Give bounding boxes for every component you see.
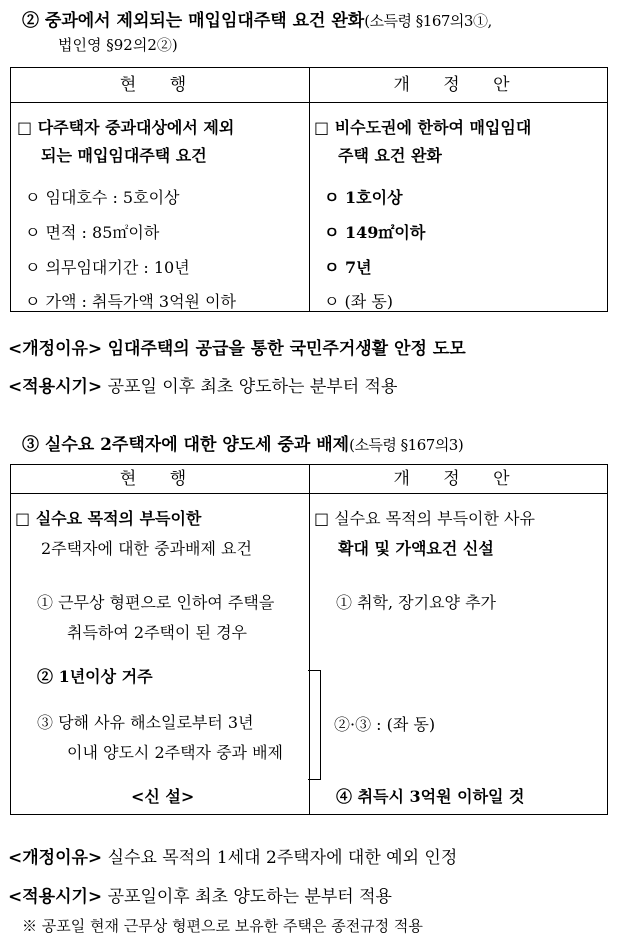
section3-comparison-table xyxy=(10,464,608,815)
proposed-item: ㅇ (좌 동) xyxy=(324,292,394,311)
current-heading-line2: 2주택자에 대한 중과배제 요건 xyxy=(41,539,252,558)
current-heading-line1: □ 실수요 목적의 부득이한 xyxy=(15,509,202,528)
section2-legal-ref: 법인영 §92의2②) xyxy=(58,36,178,54)
header-current: 현 행 xyxy=(11,68,310,103)
section3-reason: <개정이유> 실수요 목적의 1세대 2주택자에 대한 예외 인정 xyxy=(8,848,458,868)
bracket-divider xyxy=(308,670,321,780)
current-item: ㅇ 면적 : 85㎡이하 xyxy=(25,223,160,242)
current-item: ㅇ 가액 : 취득가액 3억원 이하 xyxy=(25,292,237,311)
proposed-item-4: ④ 취득시 3억원 이하일 것 xyxy=(336,787,525,806)
header-proposed: 개 정 안 xyxy=(310,68,608,103)
current-new-label: <신 설> xyxy=(131,787,195,806)
proposed-heading-line1: □ 실수요 목적의 부득이한 사유 xyxy=(314,509,535,528)
proposed-heading-line2: 확대 및 가액요건 신설 xyxy=(338,539,494,558)
section2-reason: <개정이유> 임대주택의 공급을 통한 국민주거생활 안정 도모 xyxy=(8,339,466,359)
current-heading-line2: 되는 매입임대주택 요건 xyxy=(41,146,207,165)
proposed-item: ㅇ 149㎡이하 xyxy=(324,223,426,242)
current-cell xyxy=(11,494,310,815)
section2-comparison-table xyxy=(10,67,608,312)
current-item-1-line1: ① 근무상 형편으로 인하여 주택을 xyxy=(37,593,275,612)
current-item: ㅇ 의무임대기간 : 10년 xyxy=(25,258,190,277)
current-cell xyxy=(11,103,310,312)
section3-title: ③ 실수요 2주택자에 대한 양도세 중과 배제(소득령 §167의3) xyxy=(22,435,464,455)
proposed-item-1: ① 취학, 장기요양 추가 xyxy=(336,593,496,612)
proposed-item-2-3: ②·③ : (좌 동) xyxy=(334,715,436,734)
proposed-heading-line2: 주택 요건 완화 xyxy=(338,146,442,165)
current-item-3-line1: ③ 당해 사유 해소일로부터 3년 xyxy=(37,713,254,732)
current-item: ㅇ 임대호수 : 5호이상 xyxy=(25,188,180,207)
proposed-item: ㅇ 1호이상 xyxy=(324,188,403,207)
section2-title: ② 중과에서 제외되는 매입임대주택 요건 완화(소득령 §167의3①, xyxy=(22,11,492,31)
header-current: 현 행 xyxy=(11,465,310,494)
section3-apply: <적용시기> 공포일이후 최초 양도하는 분부터 적용 xyxy=(8,887,392,907)
proposed-heading-line1: □ 비수도권에 한하여 매입임대 xyxy=(314,118,532,137)
current-item-3-line2: 이내 양도시 2주택자 중과 배제 xyxy=(67,743,283,762)
proposed-cell xyxy=(310,494,608,815)
section3-footnote: ※ 공포일 현재 근무상 형편으로 보유한 주택은 종전규정 적용 xyxy=(22,917,423,935)
proposed-cell xyxy=(310,103,608,312)
header-proposed: 개 정 안 xyxy=(310,465,608,494)
current-heading-line1: □ 다주택자 중과대상에서 제외 xyxy=(17,118,235,137)
current-item-1-line2: 취득하여 2주택이 된 경우 xyxy=(67,623,247,642)
proposed-item: ㅇ 7년 xyxy=(324,258,372,277)
current-item-2: ② 1년이상 거주 xyxy=(37,667,153,686)
section2-apply: <적용시기> 공포일 이후 최초 양도하는 분부터 적용 xyxy=(8,377,398,397)
